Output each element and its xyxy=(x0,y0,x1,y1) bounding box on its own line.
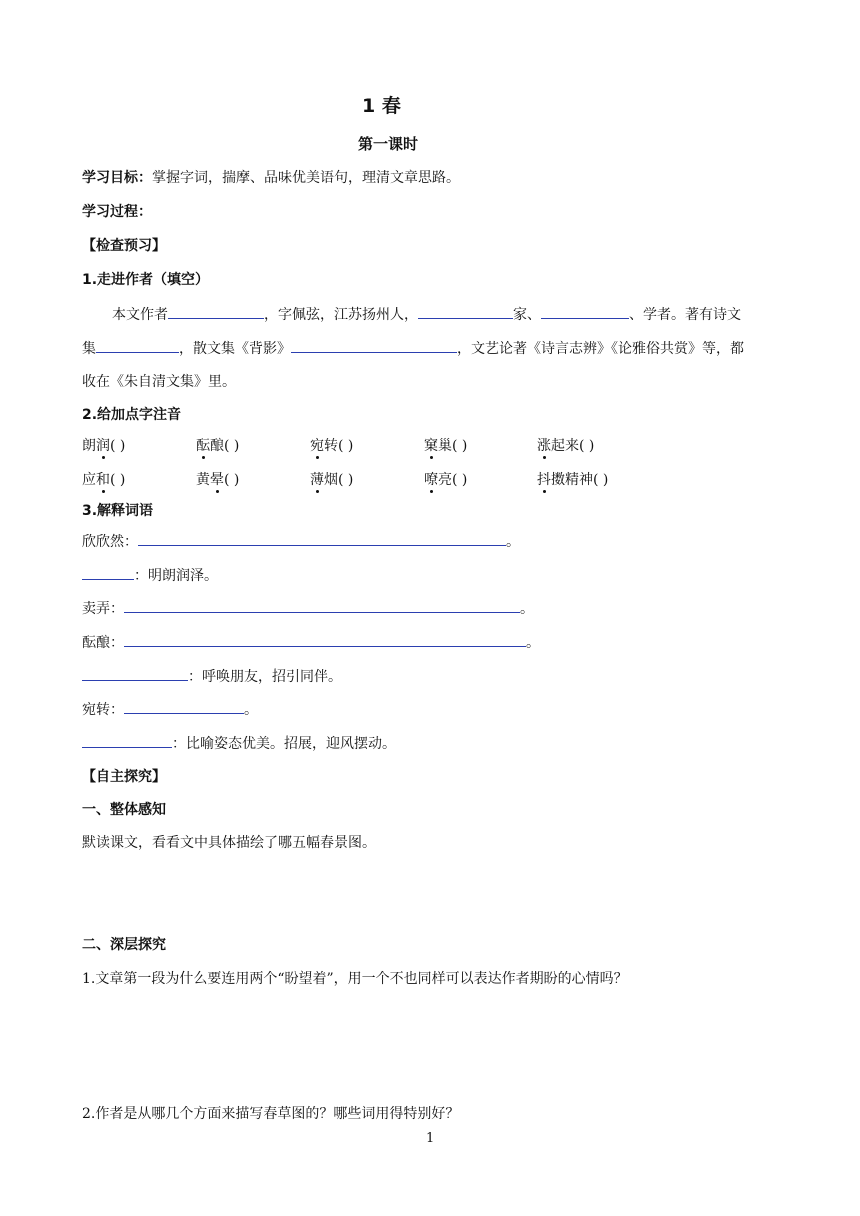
q2-heading: 2.给加点字注音 xyxy=(82,407,182,423)
q1-text: 本文作者 xyxy=(112,307,168,323)
vocab-blank[interactable] xyxy=(82,733,172,748)
q1-line-3: 收在《朱自清文集》里。 xyxy=(82,374,236,390)
objective-text: 掌握字词，揣摩、品味优美语句，理清文章思路。 xyxy=(152,170,460,186)
vocab-item xyxy=(82,598,534,619)
pinyin-item: 酝酿( ) xyxy=(196,438,240,454)
pinyin-item: 朗润( ) xyxy=(82,438,126,454)
part2-question-2: 2.作者是从哪几个方面来描写春草图的？哪些词用得特别好？ xyxy=(82,1106,460,1122)
page-subtitle: 第一课时 xyxy=(358,135,419,153)
pinyin-item: 嘹亮( ) xyxy=(424,472,468,488)
pinyin-item: 黄晕( ) xyxy=(196,472,240,488)
vocab-definition: ：比喻姿态优美。招展，迎风摆动。 xyxy=(172,736,396,752)
vocab-punct: 。 xyxy=(520,601,534,617)
answer-paren[interactable]: ( ) xyxy=(224,472,240,488)
q1-text: ，散文集《背影》 xyxy=(179,341,291,357)
q1-text: 、学者。著有诗文 xyxy=(629,307,741,323)
part1-question: 默读课文，看看文中具体描绘了哪五幅春景图。 xyxy=(82,835,376,851)
q1-text: ，文艺论著《诗言志辨》《论雅俗共赏》等，都 xyxy=(457,341,744,357)
dotted-char: 薄 xyxy=(310,472,324,488)
vocab-word: 酝酿： xyxy=(82,635,124,651)
part2-question-1: 1.文章第一段为什么要连用两个“盼望着”，用一个不也同样可以表达作者期盼的心情吗？ xyxy=(82,971,628,987)
dotted-char: 宛 xyxy=(310,438,324,454)
vocab-punct: 。 xyxy=(506,534,520,550)
answer-paren[interactable]: ( ) xyxy=(579,438,595,454)
section-explore-heading: 【自主探究】 xyxy=(82,769,166,785)
dotted-char: 涨 xyxy=(537,438,551,454)
q1-line-2 xyxy=(82,338,744,359)
answer-paren[interactable]: ( ) xyxy=(338,472,354,488)
dotted-char: 抖 xyxy=(537,472,551,488)
pinyin-item: 应和( ) xyxy=(82,472,126,488)
blank-role-2[interactable] xyxy=(541,304,629,319)
part1-heading: 一、整体感知 xyxy=(82,802,166,818)
objective-label: 学习目标： xyxy=(82,170,152,186)
dotted-char: 窠 xyxy=(424,438,438,454)
dotted-char: 晕 xyxy=(210,472,224,488)
answer-paren[interactable]: ( ) xyxy=(224,438,240,454)
answer-paren[interactable]: ( ) xyxy=(338,438,354,454)
vocab-item xyxy=(82,699,258,720)
pinyin-item: 涨起来( ) xyxy=(537,438,595,454)
vocab-word: 宛转： xyxy=(82,702,124,718)
pinyin-item: 窠巢( ) xyxy=(424,438,468,454)
dotted-char: 润 xyxy=(96,438,110,454)
vocab-word: 欣欣然： xyxy=(82,534,138,550)
q3-heading: 3.解释词语 xyxy=(82,503,154,519)
vocab-blank[interactable] xyxy=(124,632,526,647)
vocab-punct: 。 xyxy=(244,702,258,718)
pinyin-item: 宛转( ) xyxy=(310,438,354,454)
vocab-item xyxy=(82,632,540,653)
vocab-definition: ：明朗润泽。 xyxy=(134,568,218,584)
vocab-blank[interactable] xyxy=(82,666,188,681)
dotted-char: 酝 xyxy=(196,438,210,454)
vocab-item xyxy=(82,733,396,754)
vocab-blank[interactable] xyxy=(138,531,506,546)
vocab-blank[interactable] xyxy=(124,699,244,714)
blank-essay-collection[interactable] xyxy=(291,338,457,353)
answer-paren[interactable]: ( ) xyxy=(452,438,468,454)
answer-paren[interactable]: ( ) xyxy=(452,472,468,488)
blank-author[interactable] xyxy=(168,304,264,319)
vocab-definition: ：呼唤朋友，招引同伴。 xyxy=(188,669,342,685)
q1-heading: 1.走进作者（填空） xyxy=(82,272,210,288)
answer-paren[interactable]: ( ) xyxy=(593,472,609,488)
q1-text: 集 xyxy=(82,341,96,357)
page-title: 1 春 xyxy=(362,95,401,117)
blank-poetry-collection[interactable] xyxy=(96,338,179,353)
answer-paren[interactable]: ( ) xyxy=(110,472,126,488)
blank-role-1[interactable] xyxy=(418,304,513,319)
dotted-char: 嘹 xyxy=(424,472,438,488)
vocab-blank[interactable] xyxy=(124,598,520,613)
vocab-word: 卖弄： xyxy=(82,601,124,617)
vocab-blank[interactable] xyxy=(82,565,134,580)
q1-line-1 xyxy=(112,304,741,325)
process-label: 学习过程： xyxy=(82,204,152,220)
pinyin-item: 抖擞精神( ) xyxy=(537,472,609,488)
learning-objective xyxy=(82,168,460,188)
answer-paren[interactable]: ( ) xyxy=(110,438,126,454)
pinyin-item: 薄烟( ) xyxy=(310,472,354,488)
dotted-char: 和 xyxy=(96,472,110,488)
section-preview-heading: 【检查预习】 xyxy=(82,238,166,254)
vocab-item xyxy=(82,565,218,586)
vocab-item xyxy=(82,531,520,552)
page-number: 1 xyxy=(426,1131,435,1146)
part2-heading: 二、深层探究 xyxy=(82,937,166,953)
q1-text: 家、 xyxy=(513,307,541,323)
vocab-item xyxy=(82,666,342,687)
q1-text: ，字佩弦，江苏扬州人， xyxy=(264,307,418,323)
vocab-punct: 。 xyxy=(526,635,540,651)
